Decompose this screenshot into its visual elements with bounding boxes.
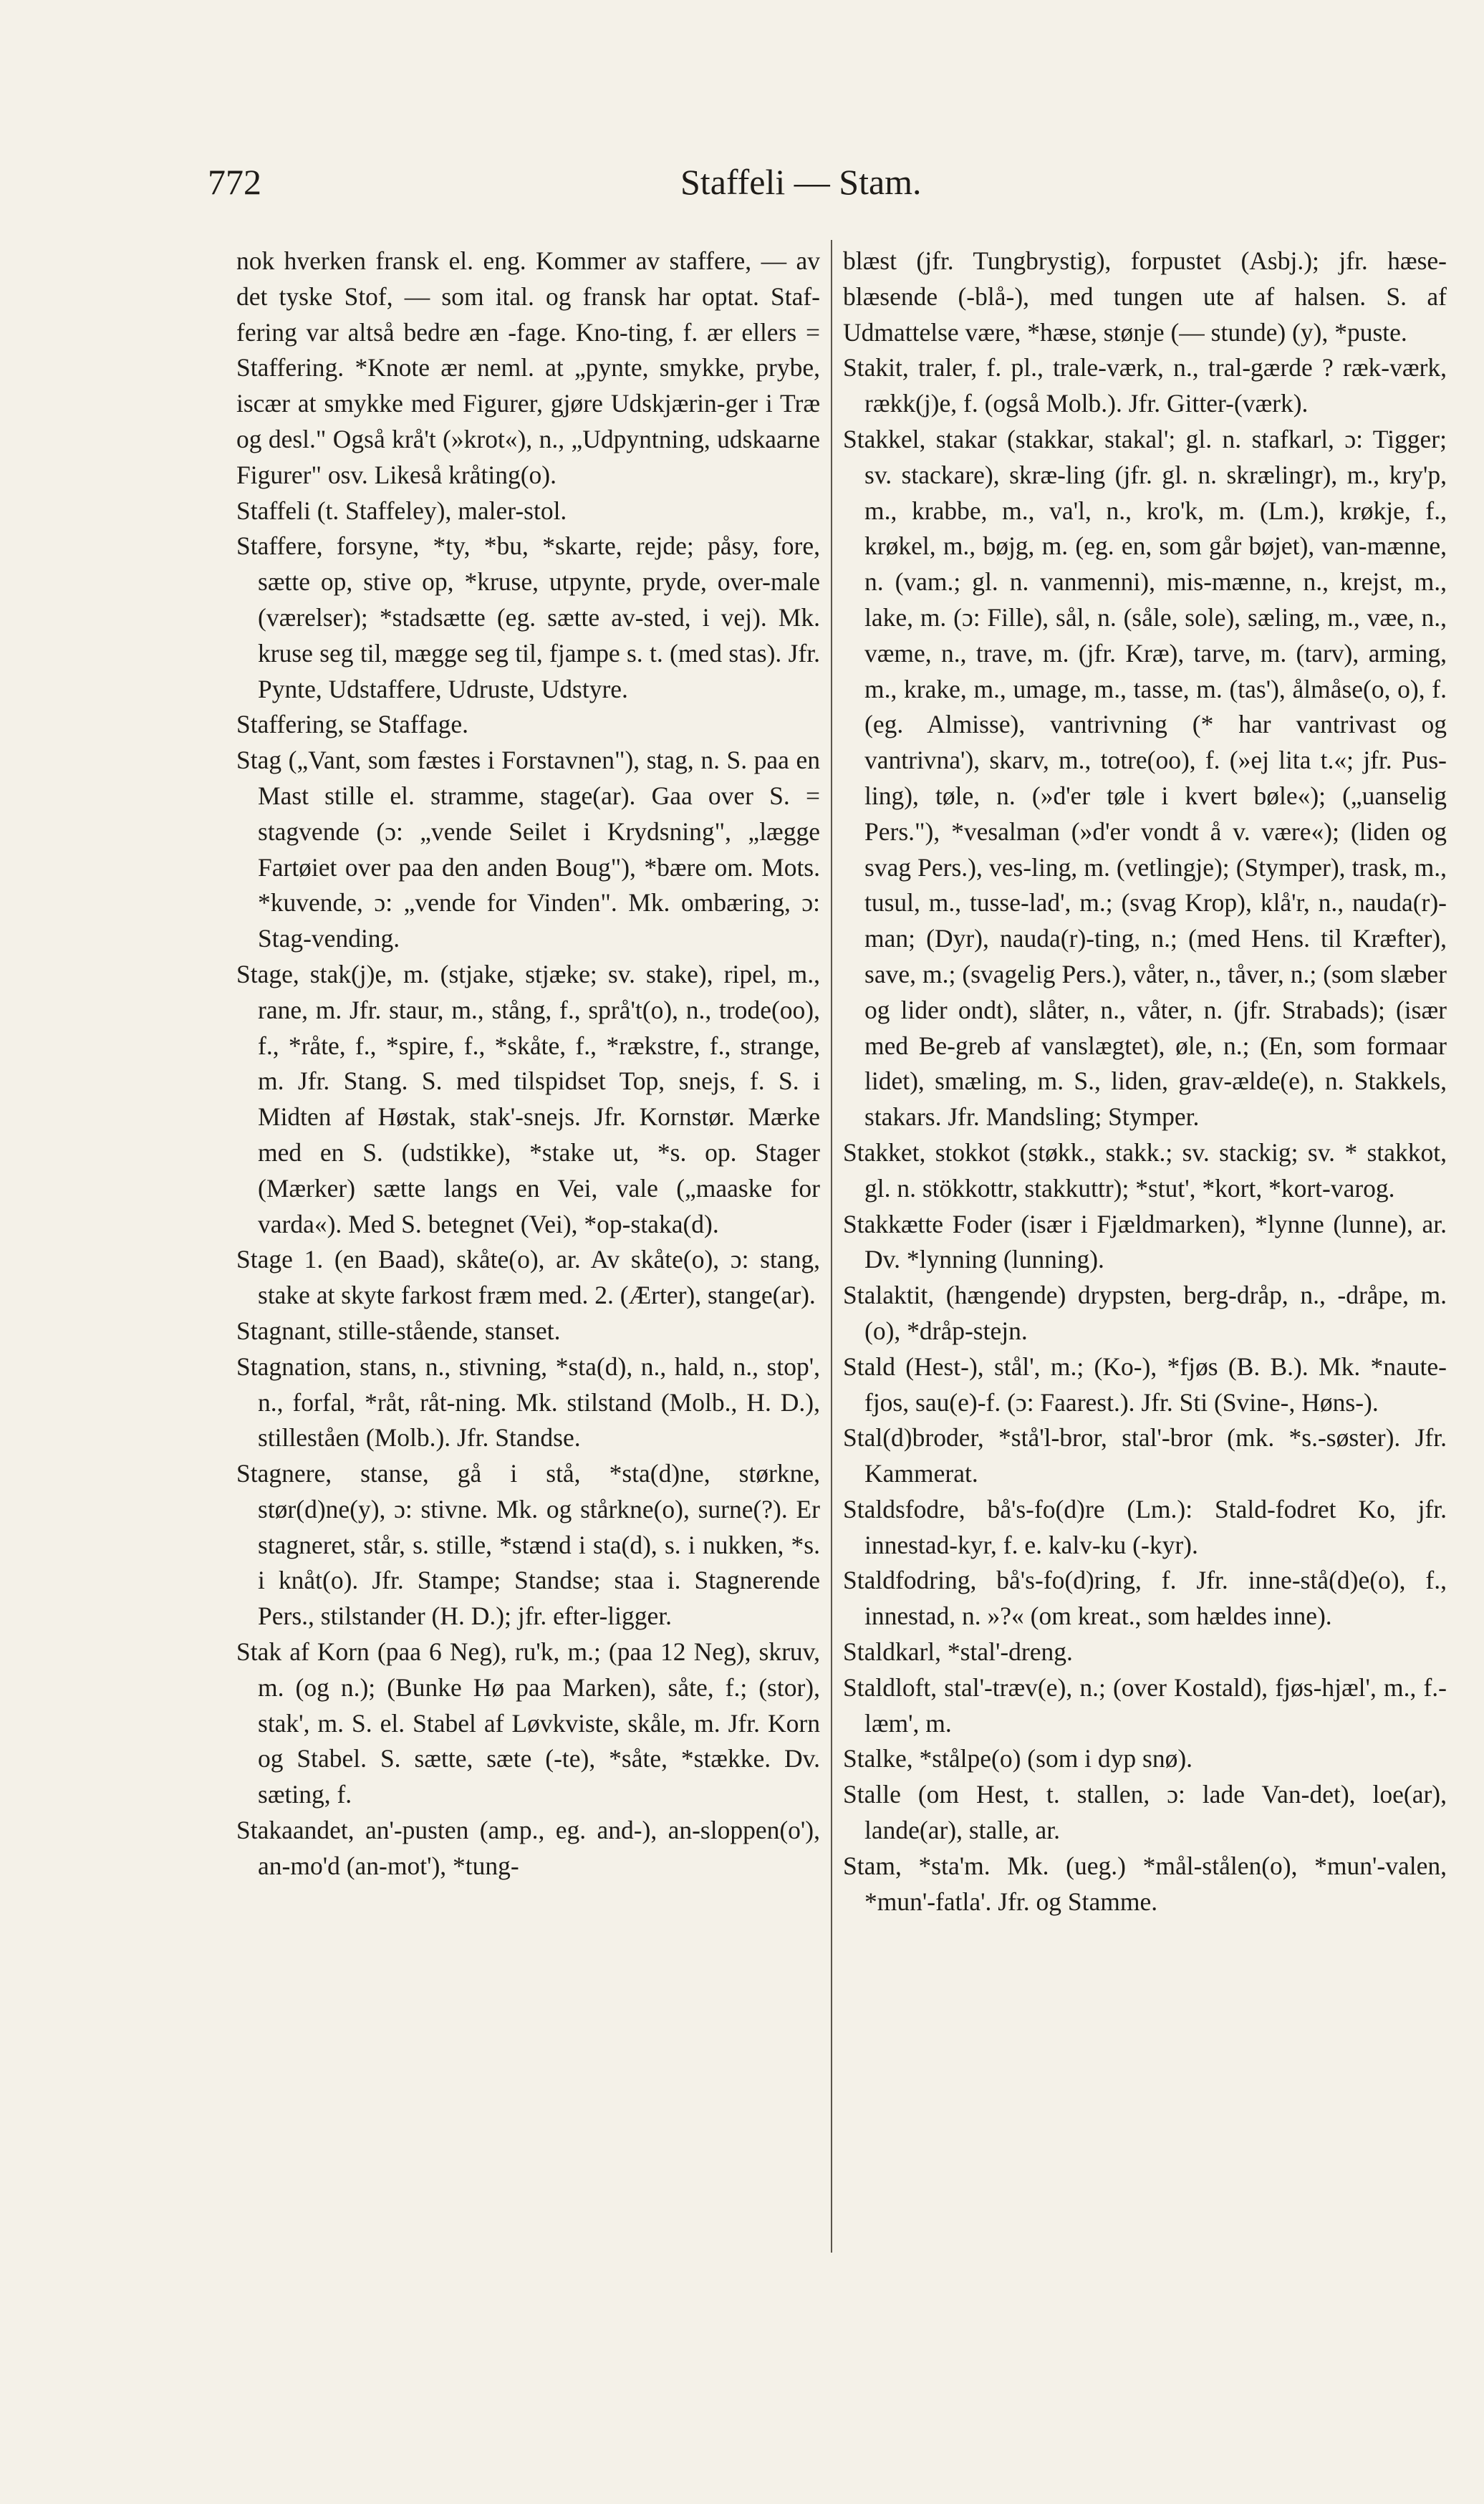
dictionary-entry: Stak af Korn (paa 6 Neg), ru'k, m.; (paa 12 Neg), skruv, m. (og n.); (Bunke Hø paa Marken), såte, f.; (stor), stak', m. S. el. Stabel af Løvkviste, skåle, m. Jfr. Korn og Stabel. S. sætte, sæte (-te), *såte, *stække. Dv. sæting, f. bbox=[236, 1637, 820, 1809]
dictionary-entry: blæst (jfr. Tungbrystig), forpustet (Asbj.); jfr. hæse-blæsende (-blå-), med tungen ute af halsen. S. af Udmattelse være, *hæse, stønje (— stunde) (y), *puste. bbox=[843, 246, 1447, 347]
dictionary-entry: Staffering, se Staffage. bbox=[236, 710, 469, 739]
dictionary-entry: Stakkel, stakar (stakkar, stakal'; gl. n. stafkarl, ɔ: Tigger; sv. stackare), skræ-ling (jfr. gl. n. skrælingr), m., kry'p, m., krabbe, m., va'l, n., kro'k, m. (Lm.), krøkje, f., krøkel, m., bøjg, m. (eg. en, som går bøjet), van-mænne, n. (vam.; gl. n. vanmenni), mis-mænne, n., krejst, m., lake, m. (ɔ: Fille), sål, n. (såle, sole), sæling, m., væe, n., væme, n., trave, m. (jfr. Kræ), tarve, m. (tarv), arming, m., krake, m., umage, m., tasse, m. (tas'), ålmåse(o, o), f. (eg. Almisse), vantrivning (* har vantrivast og vantrivna'), skarv, m., totre(oo), f. (»ej lita t.«; jfr. Pus-ling), tøle, n. (»d'er tøle i kvert bøle«); („uanselig Pers."), *vesalman (»d'er vondt å v. være«); (liden og svag Pers.), ves-ling, m. (vetlingje); (Stymper), trask, m., tusul, m., tusse-lad', m.; (svag Krop), klå'r, n., nauda(r)-man; (Dyr), nauda(r)-ting, n.; (med Hens. til Kræfter), save, m.; (svagelig Pers.), våter, n., tåver, n.; (som slæber og lider ondt), slåter, n., våter, n. (jfr. Strabads); (især med Be-greb af vanslægtet), øle, n.; (En, som formaar lidet), smæling, m. S., liden, grav-ælde(e), n. Stakkels, stakars. Jfr. Mandsling; Stymper. bbox=[843, 424, 1447, 1132]
dictionary-entry: Stald (Hest-), stål', m.; (Ko-), *fjøs (B. B.). Mk. *naute-fjos, sau(e)-f. (ɔ: Faarest.). Jfr. Sti (Svine-, Høns-). bbox=[843, 1352, 1447, 1417]
dictionary-entry: Stalaktit, (hængende) drypsten, berg-dråp, n., -dråpe, m. (o), *dråp-stejn. bbox=[843, 1281, 1447, 1345]
dictionary-entry: nok hverken fransk el. eng. Kommer av staffere, — av det tyske Stof, — som ital. og fransk har optat. Staf-fering var altså bedre æn -fage. Kno-ting, f. ær ellers = Staffering. *Knote ær neml. at „pynte, smykke, prybe, iscær at smykke med Figurer, gjøre Udskjærin-ger i Træ og desl." Også krå't (»krot«), n., „Udpyntning, udskaarne Figurer" osv. Likeså kråting(o). bbox=[236, 246, 820, 489]
dictionary-entry: Staldloft, stal'-træv(e), n.; (over Kostald), fjøs-hjæl', m., f.-læm', m. bbox=[843, 1672, 1447, 1738]
left-column bbox=[236, 244, 820, 1884]
page-header bbox=[208, 161, 981, 211]
dictionary-entry: Stakkætte Foder (især i Fjældmarken), *lynne (lunne), ar. Dv. *lynning (lunning). bbox=[843, 1209, 1447, 1274]
right-column bbox=[843, 244, 1447, 1920]
dictionary-entry: Stagnation, stans, n., stivning, *sta(d), n., hald, n., stop', n., forfal, *råt, råt-ning. Mk. stilstand (Molb., H. D.), stilleståen (Molb.). Jfr. Standse. bbox=[236, 1352, 820, 1453]
dictionary-entry: Staffere, forsyne, *ty, *bu, *skarte, rejde; påsy, fore, sætte op, stive op, *kruse, utpynte, pryde, over-male (værelser); *stadsætte (eg. sætte av-sted, i vej). Mk. kruse seg til, mægge seg til, fjampe s. t. (med stas). Jfr. Pynte, Udstaffere, Udruste, Udstyre. bbox=[236, 531, 820, 703]
dictionary-entry: Staldfodring, bå's-fo(d)ring, f. Jfr. inne-stå(d)e(o), f., innestad, n. »?« (om kreat., som hældes inne). bbox=[843, 1566, 1447, 1631]
page-number: 772 bbox=[208, 162, 261, 202]
column-divider bbox=[831, 240, 832, 2253]
dictionary-entry: Stal(d)broder, *stå'l-bror, stal'-bror (mk. *s.-søster). Jfr. Kammerat. bbox=[843, 1423, 1447, 1488]
dictionary-entry: Stagnere, stanse, gå i stå, *sta(d)ne, størkne, stør(d)ne(y), ɔ: stivne. Mk. og stårkne(o), surne(?). Er stagneret, står, s. stille, *stænd i sta(d), s. i nukken, *s. i knåt(o). Jfr. Stampe; Standse; staa i. Stagnerende Pers., stilstander (H. D.); jfr. efter-ligger. bbox=[236, 1459, 820, 1631]
dictionary-entry: Stage 1. (en Baad), skåte(o), ar. Av skåte(o), ɔ: stang, stake at skyte farkost fræm med. 2. (Ærter), stange(ar). bbox=[236, 1245, 820, 1310]
dictionary-entry: Stam, *sta'm. Mk. (ueg.) *mål-stålen(o), *mun'-valen, *mun'-fatla'. Jfr. og Stamme. bbox=[843, 1851, 1447, 1916]
dictionary-entry: Stakket, stokkot (støkk., stakk.; sv. stackig; sv. * stakkot, gl. n. stökkottr, stakkuttr); *stut', *kort, *kort-varog. bbox=[843, 1137, 1447, 1203]
dictionary-entry: Stakit, traler, f. pl., trale-værk, n., tral-gærde ? ræk-værk, rækk(j)e, f. (også Molb.). Jfr. Gitter-(værk). bbox=[843, 353, 1447, 418]
dictionary-entry: Stalke, *stålpe(o) (som i dyp snø). bbox=[843, 1744, 1193, 1773]
dictionary-entry: Stage, stak(j)e, m. (stjake, stjæke; sv. stake), ripel, m., rane, m. Jfr. staur, m., stång, f., språ't(o), n., trode(oo), f., *råte, f., *spire, f., *skåte, f., *rækstre, f., strange, m. Jfr. Stang. S. med tilspidset Top, snejs, f. S. i Midten af Høstak, stak'-snejs. Jfr. Kornstør. Mærke med en S. (udstikke), *stake ut, *s. op. Stager (Mærker) sætte langs en Vei, vale („maaske for varda«). Med S. betegnet (Vei), *op-staka(d). bbox=[236, 959, 820, 1238]
running-head: Staffeli — Stam. bbox=[680, 162, 922, 202]
dictionary-entry: Stagnant, stille-stående, stanset. bbox=[236, 1316, 561, 1345]
dictionary-entry: Staldsfodre, bå's-fo(d)re (Lm.): Stald-fodret Ko, jfr. innestad-kyr, f. e. kalv-ku (-kyr). bbox=[843, 1494, 1447, 1559]
dictionary-entry: Stag („Vant, som fæstes i Forstavnen"), stag, n. S. paa en Mast stille el. stramme, stage(ar). Gaa over S. = stagvende (ɔ: „vende Seilet i Krydsning", „lægge Fartøiet over paa den anden Boug"), *bære om. Mots. *kuvende, ɔ: „vende for Vinden". Mk. ombæring, ɔ: Stag-vending. bbox=[236, 746, 820, 953]
dictionary-entry: Staffeli (t. Staffeley), maler-stol. bbox=[236, 496, 567, 525]
dictionary-entry: Stalle (om Hest, t. stallen, ɔ: lade Van-det), loe(ar), lande(ar), stalle, ar. bbox=[843, 1780, 1447, 1845]
dictionary-entry: Staldkarl, *stal'-dreng. bbox=[843, 1637, 1073, 1667]
dictionary-entry: Stakaandet, an'-pusten (amp., eg. and-), an-sloppen(o'), an-mo'd (an-mot'), *tung- bbox=[236, 1816, 820, 1880]
